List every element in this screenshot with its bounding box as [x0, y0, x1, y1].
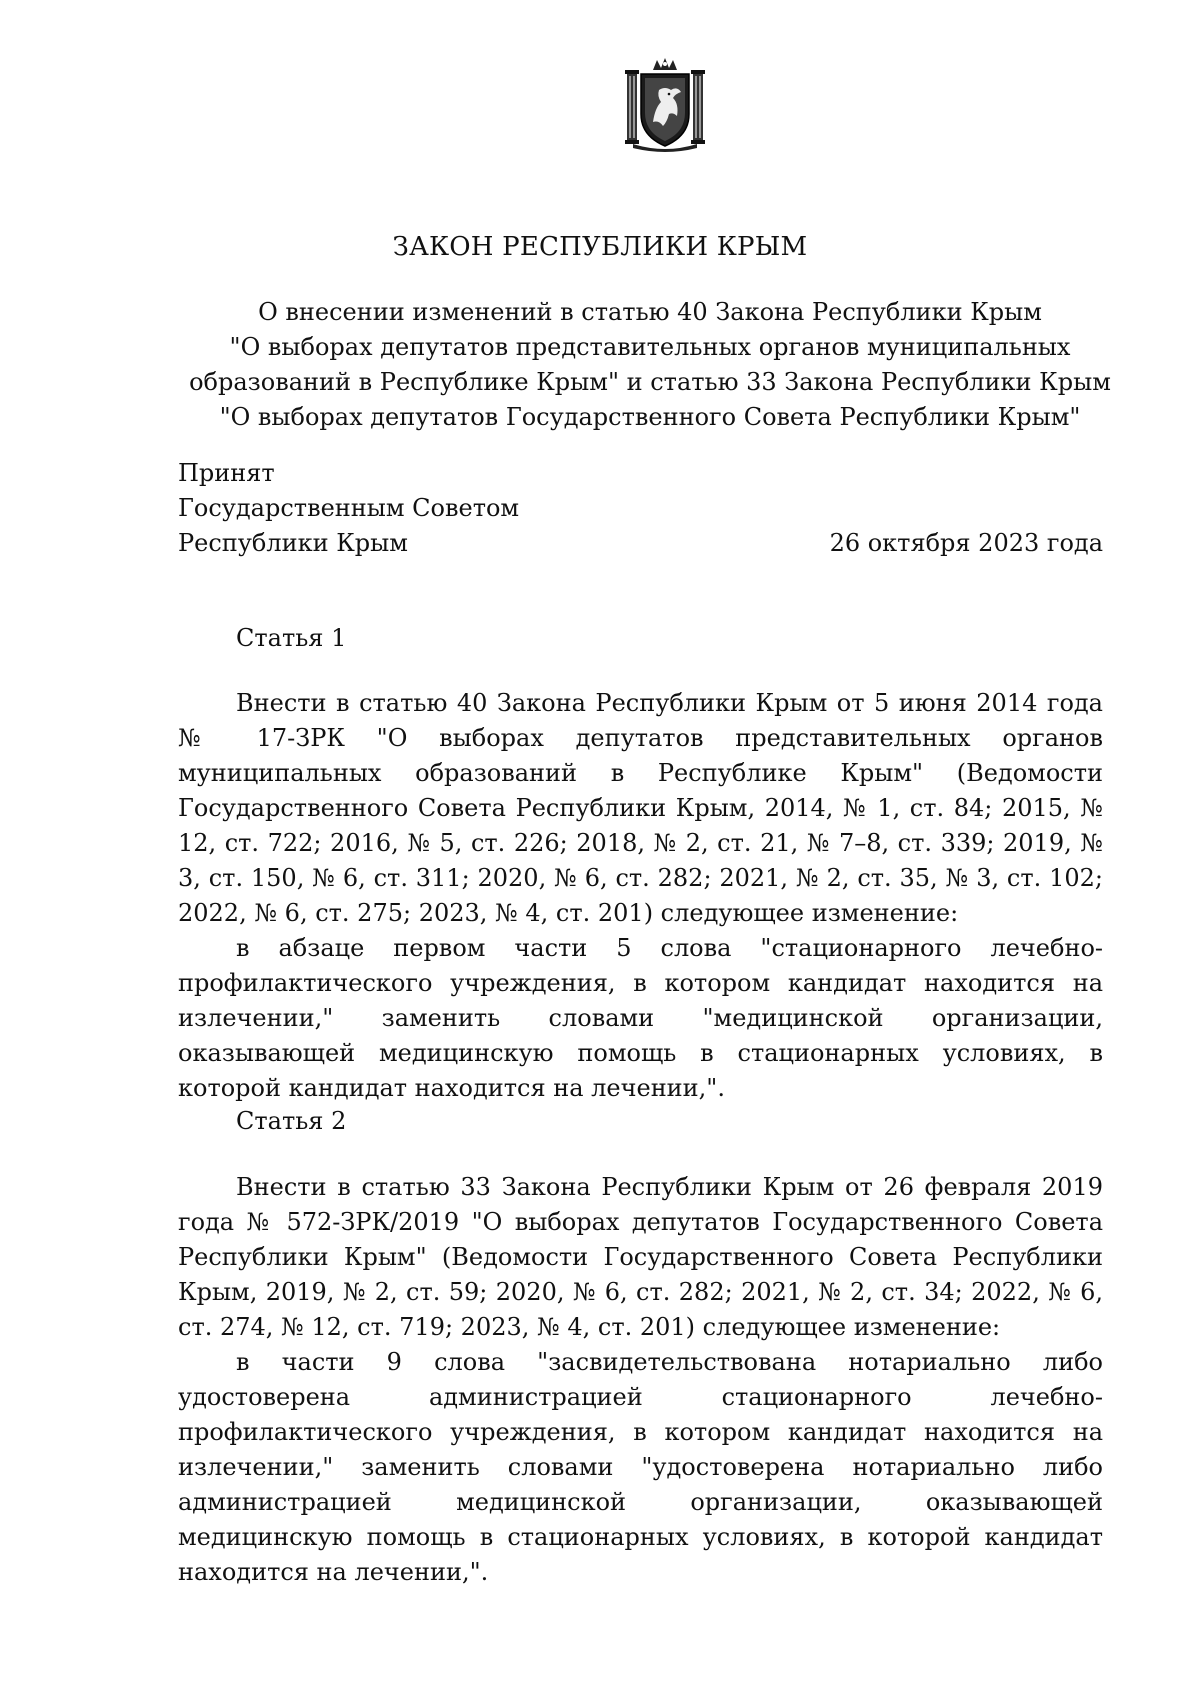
subtitle-line: "О выборах депутатов представительных органов муниципальных — [229, 333, 1071, 361]
article-paragraph: в абзаце первом части 5 слова "стационарного лечебно-профилактического учреждения, в котором кандидат находится на излечении," заменить словами "медицинской организации, оказывающей медицинскую помощь в стационарных условиях, в которой кандидат находится на лечении,". — [178, 934, 1103, 1102]
subtitle-line: "О выборах депутатов Государственного Совета Республики Крым" — [219, 403, 1081, 431]
adopted-by-block — [178, 456, 519, 561]
article-2-body — [178, 1170, 1103, 1590]
article-paragraph: Внести в статью 40 Закона Республики Крым от 5 июня 2014 года № 17-ЗРК "О выборах депутатов представительных органов муниципальных образований в Республике Крым" (Ведомости Государственного Совета Республики Крым, 2014, № 1, ст. 84; 2015, № 12, ст. 722; 2016, № 5, ст. 226; 2018, № 2, ст. 21, № 7–8, ст. 339; 2019, № 3, ст. 150, № 6, ст. 311; 2020, № 6, ст. 282; 2021, № 2, ст. 35, № 3, ст. 102; 2022, № 6, ст. 275; 2023, № 4, ст. 201) следующее изменение: — [178, 689, 1103, 927]
adopted-line: Республики Крым — [178, 529, 408, 557]
document-subtitle — [150, 295, 1150, 435]
subtitle-line: О внесении изменений в статью 40 Закона Республики Крым — [258, 298, 1042, 326]
adopted-line: Государственным Советом — [178, 494, 520, 522]
article-paragraph: Внести в статью 33 Закона Республики Крым от 26 февраля 2019 года № 572-ЗРК/2019 "О выборах депутатов Государственного Совета Республики Крым" (Ведомости Государственного Совета Республики Крым, 2019, № 2, ст. 59; 2020, № 6, ст. 282; 2021, № 2, ст. 34; 2022, № 6, ст. 274, № 12, ст. 719; 2023, № 4, ст. 201) следующее изменение: — [178, 1173, 1103, 1341]
article-1-body — [178, 686, 1103, 1106]
adopted-line: Принят — [178, 459, 275, 487]
article-1-heading: Статья 1 — [236, 624, 347, 652]
adopted-date: 26 октября 2023 года — [829, 529, 1103, 557]
document-title: ЗАКОН РЕСПУБЛИКИ КРЫМ — [392, 232, 808, 262]
article-paragraph: в части 9 слова "засвидетельствована нотариально либо удостоверена администрацией стационарного лечебно-профилактического учреждения, в котором кандидат находится на излечении," заменить словами "удостоверена нотариально либо администрацией медицинской организации, оказывающей медицинскую помощь в стационарных условиях, в которой кандидат находится на лечении,". — [178, 1348, 1103, 1586]
subtitle-line: образований в Республике Крым" и статью 33 Закона Республики Крым — [189, 368, 1111, 396]
crimea-coat-of-arms-icon — [623, 56, 707, 152]
article-2-heading: Статья 2 — [236, 1107, 347, 1135]
